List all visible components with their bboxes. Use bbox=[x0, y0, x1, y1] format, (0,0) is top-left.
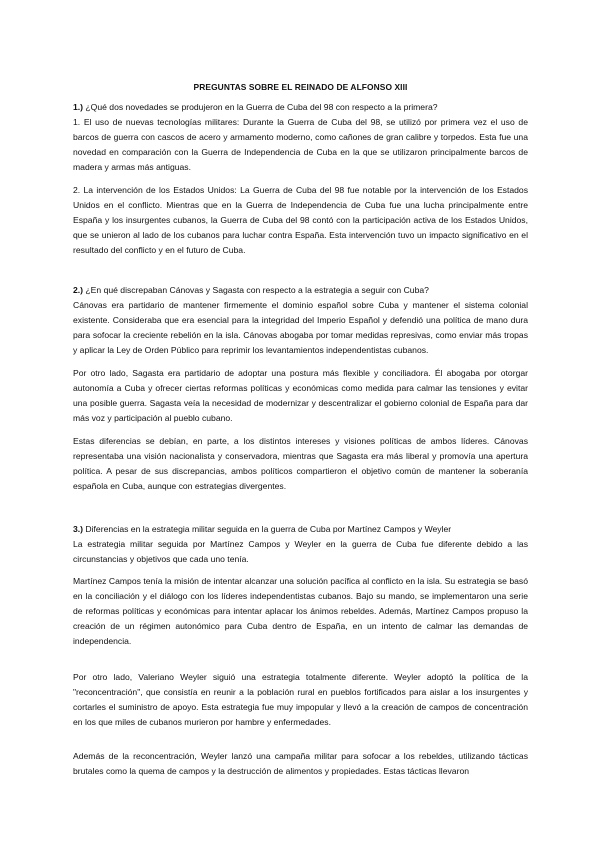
section-3-number: 3.) bbox=[73, 524, 84, 534]
section-2-block-2 bbox=[73, 366, 528, 426]
section-3-question: Diferencias en la estrategia militar seguida en la guerra de Cuba por Martínez Campos y Weyler bbox=[83, 524, 452, 534]
section-2-number: 2.) bbox=[73, 285, 84, 295]
section-2-lead: Cánovas era partidario de mantener firmemente el dominio español sobre Cuba y mantener el sistema colonial existente. Consideraba que era esencial para la integridad del Imperio Español y defendió una política de mano dura para sofocar la creciente rebelión en la isla. Cánovas abogaba por tomar medidas represivas, como enviar más tropas y aplicar la Ley de Orden Público para reprimir los levantamientos independentistas cubanos. bbox=[73, 300, 528, 355]
section-3-block-4 bbox=[73, 749, 528, 779]
section-2-heading bbox=[73, 283, 528, 298]
section-3-block-3 bbox=[73, 670, 528, 730]
document-title: PREGUNTAS SOBRE EL REINADO DE ALFONSO XIII bbox=[193, 82, 408, 92]
section-2-paragraph-1: Por otro lado, Sagasta era partidario de adoptar una postura más flexible y conciliadora. Él abogaba por otorgar autonomía a Cuba y ofrecer ciertas reformas políticas y económicas como medida para calmar las tensiones y evitar una posible guerra. Sagasta veía la necesidad de modernizar y descentralizar el gobierno colonial de España para dar más voz y participación al pueblo cubano. bbox=[73, 368, 528, 423]
section-1 bbox=[73, 100, 528, 175]
section-1-question: ¿Qué dos novedades se produjeron en la Guerra de Cuba del 98 con respecto a la primera? bbox=[83, 102, 438, 112]
section-1-number: 1.) bbox=[73, 102, 84, 112]
section-2 bbox=[73, 283, 528, 358]
section-2-paragraph-2: Estas diferencias se debían, en parte, a los distintos intereses y visiones políticas de ambos líderes. Cánovas representaba una visión nacionalista y conservadora, mientras que Sagasta era más liberal y promovía una apertura política. A pesar de sus discrepancias, ambos políticos compartieron el objetivo común de mantener la soberanía española en Cuba, aunque con estrategias divergentes. bbox=[73, 436, 528, 491]
section-2-question: ¿En qué discrepaban Cánovas y Sagasta con respecto a la estrategia a seguir con Cuba? bbox=[83, 285, 429, 295]
section-1-paragraph-1: 1. El uso de nuevas tecnologías militares: Durante la Guerra de Cuba del 98, se utilizó por primera vez el uso de barcos de guerra con cascos de acero y armamento moderno, como cañones de gran calibre y torpedos. Esta fue una novedad en comparación con la Guerra de Independencia de Cuba en la que se utilizaron principalmente barcos de madera y armas más antiguas. bbox=[73, 117, 528, 172]
section-3-block-2 bbox=[73, 574, 528, 649]
section-3-lead: La estrategia militar seguida por Martínez Campos y Weyler en la guerra de Cuba fue diferente debido a las circunstancias y objetivos que cada uno tenía. bbox=[73, 539, 528, 564]
section-3-paragraph-1: Martínez Campos tenía la misión de intentar alcanzar una solución pacífica al conflicto en la isla. Su estrategia se basó en la conciliación y el diálogo con los líderes independentistas cubanos. Bajo su mando, se implementaron una serie de reformas políticas y económicas para intentar aplacar los ánimos rebeldes. Además, Martínez Campos propuso la creación de un régimen autonómico para Cuba dentro de España, en un intento de calmar las demandas de independencia. bbox=[73, 576, 528, 646]
section-1-paragraph-2: 2. La intervención de los Estados Unidos: La Guerra de Cuba del 98 fue notable por la intervención de los Estados Unidos en el conflicto. Mientras que en la Guerra de Independencia de Cuba fue una lucha principalmente entre España y los insurgentes cubanos, la Guerra de Cuba del 98 contó con la participación activa de los Estados Unidos, que se unieron al lado de los cubanos para luchar contra España. Esta intervención tuvo un impacto significativo en el resultado del conflicto y en el futuro de Cuba. bbox=[73, 185, 528, 255]
section-3-heading bbox=[73, 522, 528, 537]
section-1-block-2 bbox=[73, 183, 528, 258]
section-3-paragraph-3: Además de la reconcentración, Weyler lanzó una campaña militar para sofocar a los rebeldes, utilizando tácticas brutales como la quema de campos y la destrucción de alimentos y propiedades. Estas tácticas llevaron bbox=[73, 751, 528, 776]
section-1-heading bbox=[73, 100, 528, 115]
section-2-block-3 bbox=[73, 434, 528, 494]
section-3-paragraph-2: Por otro lado, Valeriano Weyler siguió una estrategia totalmente diferente. Weyler adoptó la política de la "reconcentración", que consistía en reunir a la población rural en pueblos fortificados para aislar a los insurgentes y cortarles el suministro de apoyo. Esta estrategia fue muy impopular y llevó a la creación de campos de concentración en los que miles de cubanos murieron por hambre y enfermedades. bbox=[73, 672, 528, 727]
section-3 bbox=[73, 522, 528, 567]
